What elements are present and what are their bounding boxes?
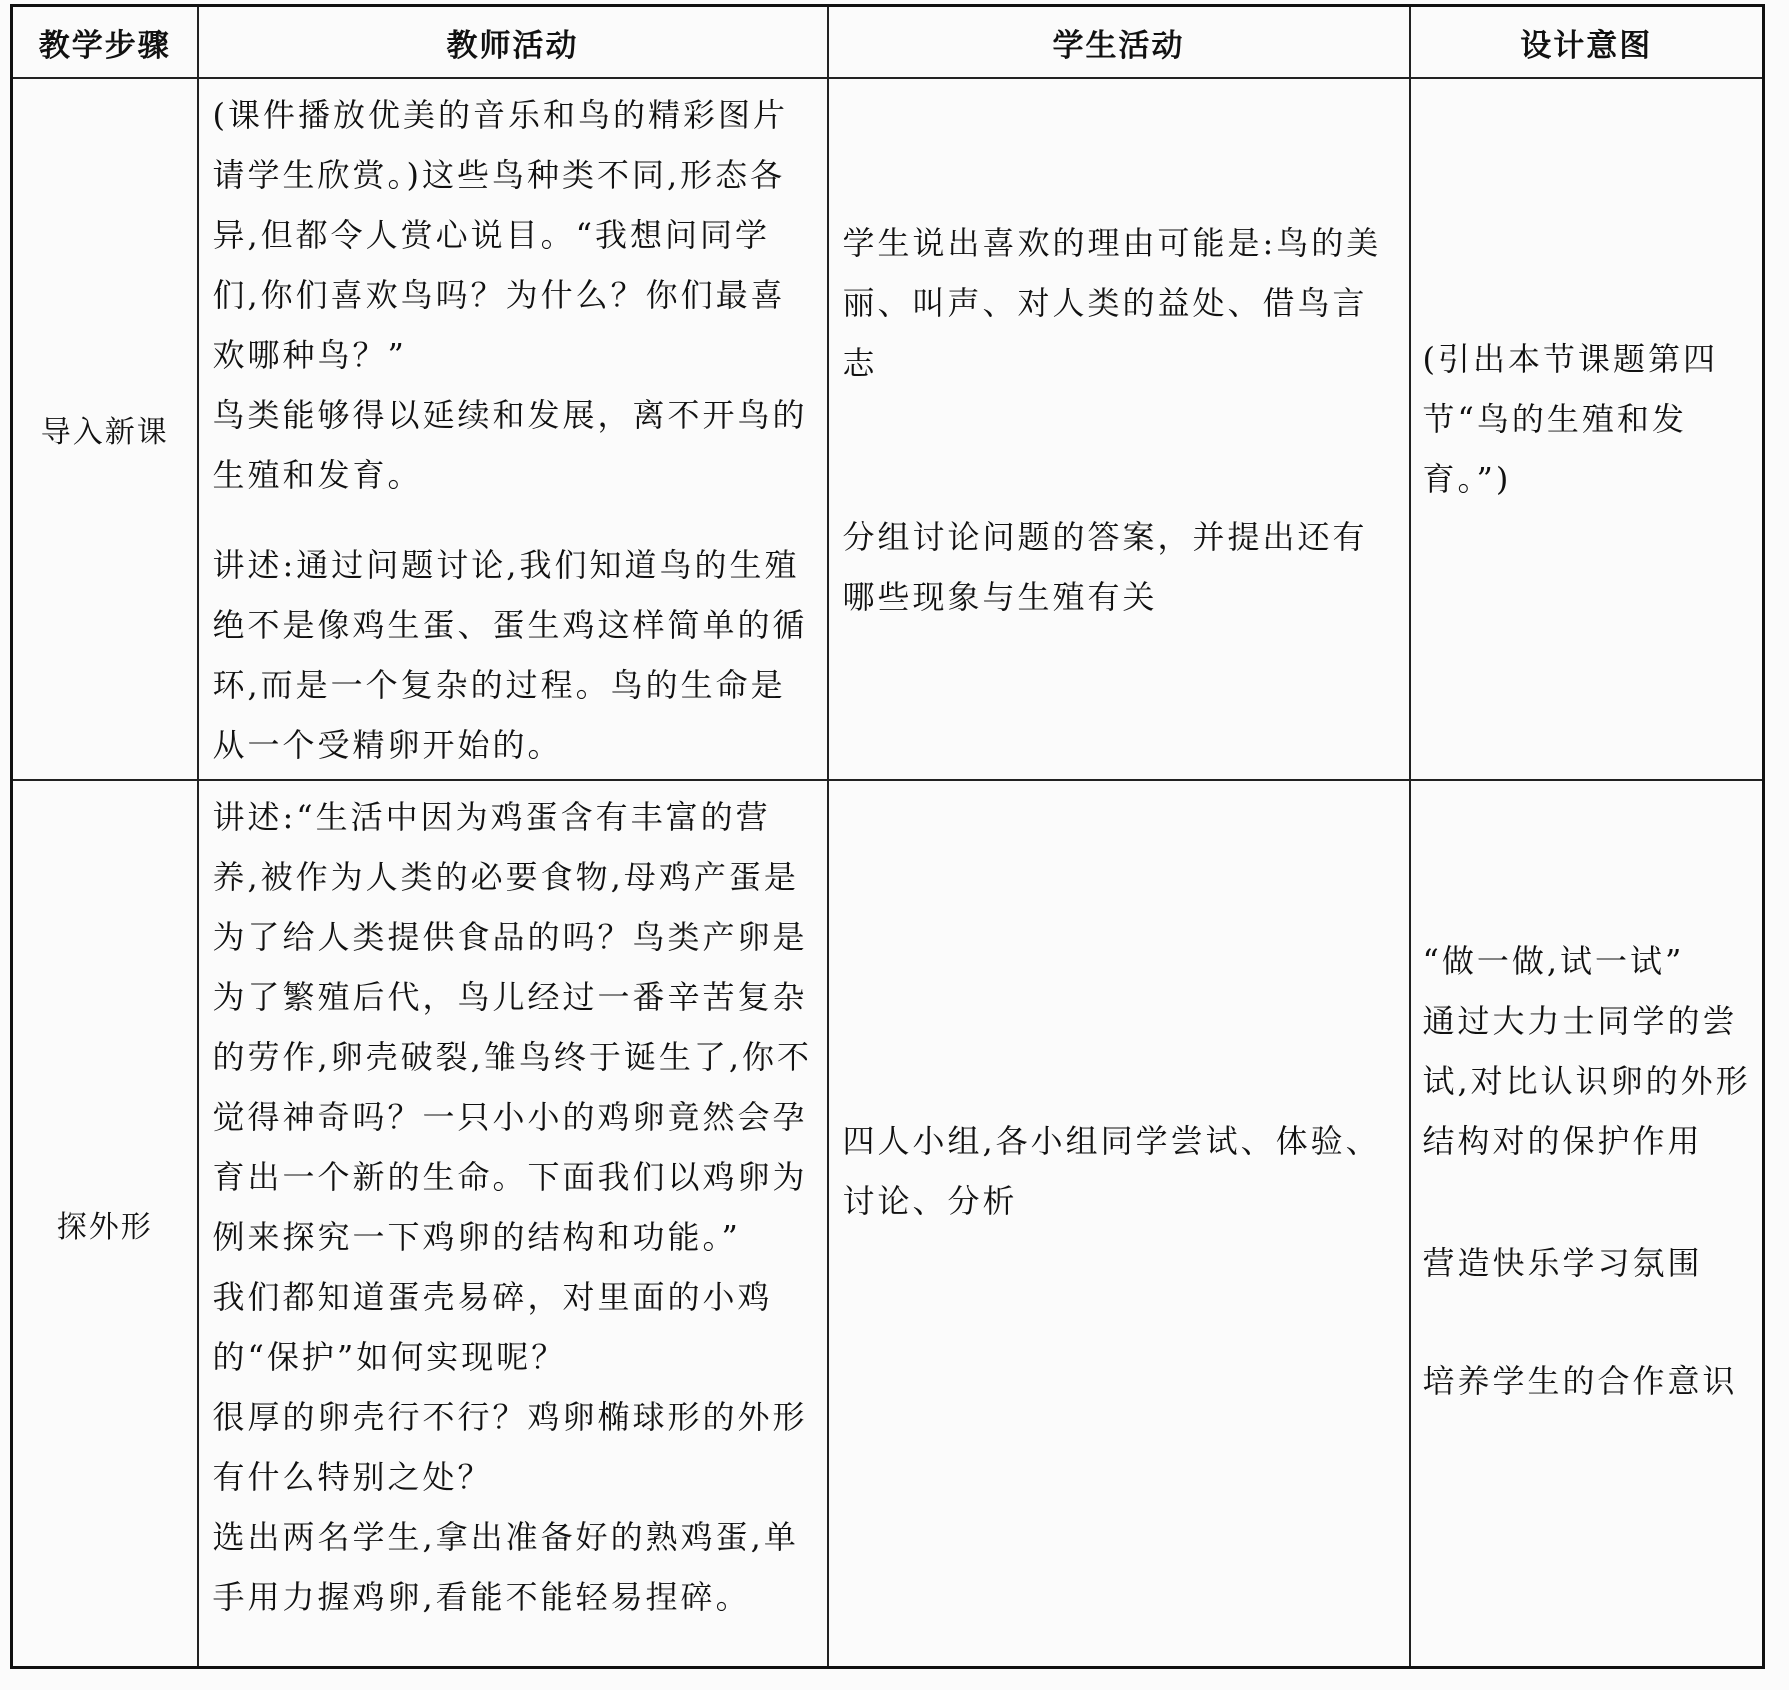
paragraph-spacer [1423, 1293, 1755, 1351]
header-row [12, 6, 1764, 79]
teacher-paragraph: 讲述:通过问题讨论,我们知道鸟的生殖绝不是像鸡生蛋、蛋生鸡这样简单的循环,而是一个复杂的过程。鸟的生命是从一个受精卵开始的。 [212, 546, 808, 764]
paragraph-spacer [1423, 1171, 1755, 1233]
header-teaching-step: 教学步骤 [12, 6, 198, 79]
header-design-intent: 设计意图 [1410, 6, 1764, 79]
intent-paragraph: (引出本节课题第四节“鸟的生殖和发育。”) [1422, 340, 1718, 498]
teacher-activity-cell [198, 78, 828, 780]
student-paragraph: 学生说出喜欢的理由可能是:鸟的美丽、叫声、对人类的益处、借鸟言志 [842, 224, 1382, 382]
table-row [12, 780, 1764, 1668]
intent-paragraph: 营造快乐学习氛围 [1422, 1244, 1703, 1282]
header-teacher-activity: 教师活动 [198, 6, 828, 79]
paragraph-spacer [843, 781, 1399, 1111]
table-row [12, 78, 1764, 780]
intent-paragraph: “做一做,试一试” [1422, 942, 1685, 980]
design-intent-cell [1410, 78, 1764, 780]
teacher-paragraph: (课件播放优美的音乐和鸟的精彩图片请学生欣赏。)这些鸟种类不同,形态各异,但都令人赏心说目。“我想问同学们,你们喜欢鸟吗？为什么？你们最喜欢哪种鸟？” [212, 96, 788, 374]
teacher-paragraph: 选出两名学生,拿出准备好的熟鸡蛋,单手用力握鸡卵,看能不能轻易捏碎。 [212, 1518, 799, 1616]
paragraph-spacer [1423, 781, 1755, 931]
teacher-activity-cell [198, 780, 828, 1668]
teacher-paragraph: 很厚的卵壳行不行？鸡卵椭球形的外形有什么特别之处？ [212, 1398, 808, 1496]
student-paragraph: 分组讨论问题的答案，并提出还有哪些现象与生殖有关 [842, 518, 1368, 616]
teacher-paragraph: 讲述:“生活中因为鸡蛋含有丰富的营养,被作为人类的必要食物,母鸡产蛋是为了给人类提供食品的吗？鸟类产卵是为了繁殖后代，鸟儿经过一番辛苦复杂的劳作,卵壳破裂,雏鸟终于诞生了,你不觉得神奇吗？一只小小的鸡卵竟然会孕育出一个新的生命。下面我们以鸡卵为例来探究一下鸡卵的结构和功能。” [212, 798, 813, 1256]
design-intent-cell [1410, 780, 1764, 1668]
lesson-plan-table [10, 4, 1765, 1669]
teacher-paragraph: 我们都知道蛋壳易碎，对里面的小鸡的“保护”如何实现呢？ [212, 1278, 773, 1376]
paragraph-spacer [1423, 79, 1755, 329]
paragraph-spacer [213, 505, 817, 535]
intent-paragraph: 培养学生的合作意识 [1422, 1362, 1738, 1400]
teacher-paragraph: 鸟类能够得以延续和发展，离不开鸟的生殖和发育。 [212, 396, 808, 494]
step-cell: 探外形 [12, 780, 198, 1668]
intent-paragraph: 通过大力士同学的尝试,对比认识卵的外形结构对的保护作用 [1422, 1002, 1751, 1160]
student-paragraph: 四人小组,各小组同学尝试、体验、讨论、分析 [842, 1122, 1381, 1220]
student-activity-cell [828, 780, 1410, 1668]
header-student-activity: 学生活动 [828, 6, 1410, 79]
step-cell: 导入新课 [12, 78, 198, 780]
paragraph-spacer [843, 79, 1399, 213]
student-activity-cell [828, 78, 1410, 780]
paragraph-spacer [843, 393, 1399, 507]
